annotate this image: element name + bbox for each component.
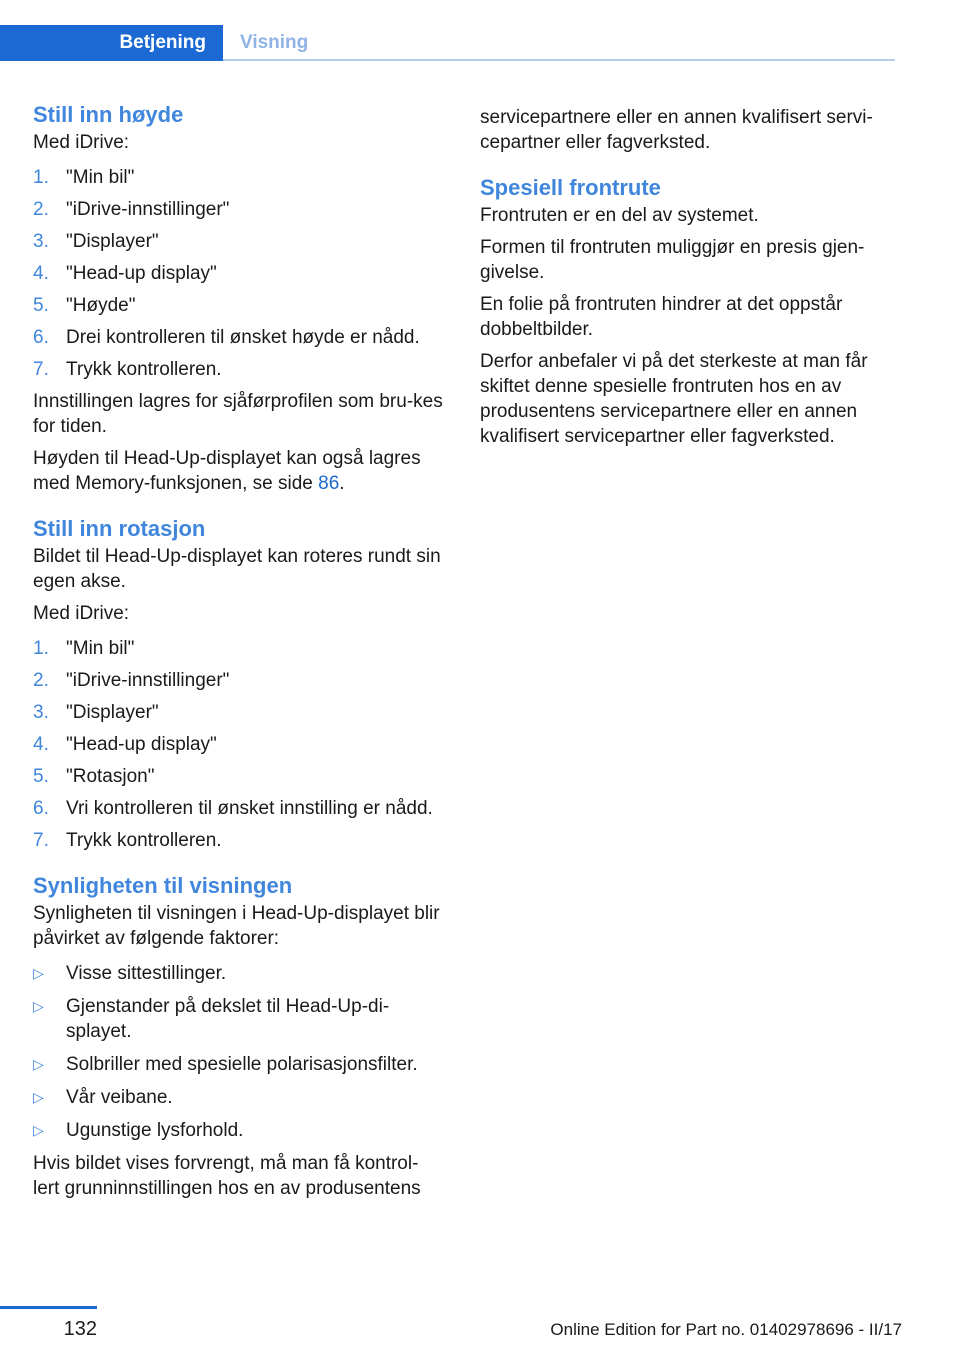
section-intro: Med iDrive: [33,132,130,153]
factors-list [33,961,443,1143]
tab-visning[interactable]: Visning [240,32,309,53]
paragraph: Hvis bildet vises forvrengt, må man få kontrol-lert grunninnstillingen hos en av produsentens [33,1153,421,1199]
triangle-bullet-icon: ▷ [33,1056,44,1072]
page-number: 132 [63,1318,97,1340]
list-item: 4. "Head-up display" [33,734,217,755]
list-item: ▷ Ugunstige lysforhold. [33,1120,244,1141]
list-item: 3. "Displayer" [33,702,159,723]
triangle-bullet-icon: ▷ [33,1089,44,1105]
paragraph: Formen til frontruten muliggjør en presis gjen-givelse. [480,237,865,283]
section-intro: Med iDrive: [33,603,130,624]
paragraph: Innstillingen lagres for sjåførprofilen som bru-kes for tiden. [33,391,443,437]
left-column [33,100,443,1208]
list-item: 7. Trykk kontrolleren. [33,359,222,380]
list-item: 4. "Head-up display" [33,263,217,284]
right-column [480,105,892,456]
triangle-bullet-icon: ▷ [33,965,44,981]
page-link[interactable]: 86 [318,473,340,494]
footer-rule [0,1306,97,1309]
list-item: 6. Vri kontrolleren til ønsket innstilling er nådd. [33,798,433,819]
triangle-bullet-icon: ▷ [33,998,44,1014]
paragraph: Bildet til Head-Up-displayet kan roteres rundt sin egen akse. [33,546,441,592]
edition-text: Online Edition for Part no. 01402978696 - II/17 [550,1320,902,1339]
triangle-bullet-icon: ▷ [33,1122,44,1138]
list-item: 2. "iDrive-innstillinger" [33,670,230,691]
list-item: 6. Drei kontrolleren til ønsket høyde er nådd. [33,327,420,348]
list-item: ▷ Visse sittestillinger. [33,963,227,984]
paragraph: Frontruten er en del av systemet. [480,205,759,226]
paragraph: servicepartnere eller en annen kvalifisert servi-cepartner eller fagverksted. [480,107,873,153]
list-item: 3. "Displayer" [33,231,159,252]
tab-betjening[interactable]: Betjening [0,25,223,61]
steps-list-rotation [33,636,443,853]
paragraph: Synligheten til visningen i Head-Up-displayet blir påvirket av følgende faktorer: [33,903,440,949]
list-item: 7. Trykk kontrolleren. [33,830,222,851]
list-item: 5. "Rotasjon" [33,766,155,787]
list-item: 5. "Høyde" [33,295,136,316]
list-item: ▷ Vår veibane. [33,1087,173,1108]
paragraph: En folie på frontruten hindrer at det oppstår dobbeltbilder. [480,294,843,340]
section-title-height: Still inn høyde [33,102,184,127]
list-item: 1. "Min bil" [33,638,135,659]
list-item: 1. "Min bil" [33,167,135,188]
section-title-rotation: Still inn rotasjon [33,516,206,541]
list-item: ▷ Solbriller med spesielle polarisasjonsfilter. [33,1054,418,1075]
header-tabs [0,25,895,61]
steps-list-height [33,165,443,382]
list-item: 2. "iDrive-innstillinger" [33,199,230,220]
list-item: ▷ Gjenstander på dekslet til Head-Up-di-splayet. [33,996,390,1042]
section-title-windshield: Spesiell frontrute [480,175,661,200]
section-title-visibility: Synligheten til visningen [33,873,293,898]
paragraph: Høyden til Head-Up-displayet kan også lagres med Memory-funksjonen, se side 86. [33,448,421,494]
paragraph: Derfor anbefaler vi på det sterkeste at man får skiftet denne spesielle frontruten hos en av produsentens servicepartnere eller en annen kvalifisert servicepartner eller fagverksted. [480,351,868,447]
tab-underline [223,59,895,61]
